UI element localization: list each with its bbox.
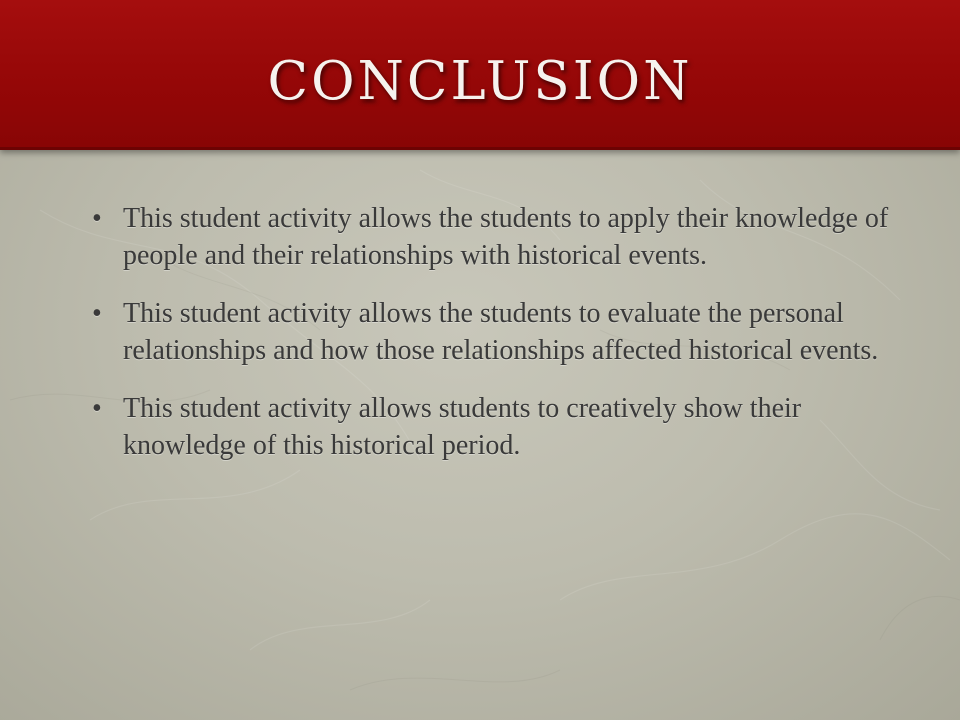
slide-title: conclusion	[267, 28, 693, 117]
bullet-item	[92, 295, 892, 369]
bullet-text: This student activity allows the students to apply their knowledge of people and their relationships with historical events.	[123, 203, 889, 271]
bullet-text: This student activity allows students to creatively show their knowledge of this historical period.	[123, 393, 802, 461]
title-bar	[0, 0, 960, 150]
bullet-list	[92, 200, 892, 464]
slide-content	[92, 200, 892, 485]
bullet-item	[92, 390, 892, 464]
bullet-icon: •	[92, 393, 102, 424]
bullet-icon: •	[92, 203, 102, 234]
bullet-text: This student activity allows the students to evaluate the personal relationships and how those relationships affected historical events.	[123, 298, 879, 366]
bullet-item	[92, 200, 892, 274]
bullet-icon: •	[92, 298, 102, 329]
